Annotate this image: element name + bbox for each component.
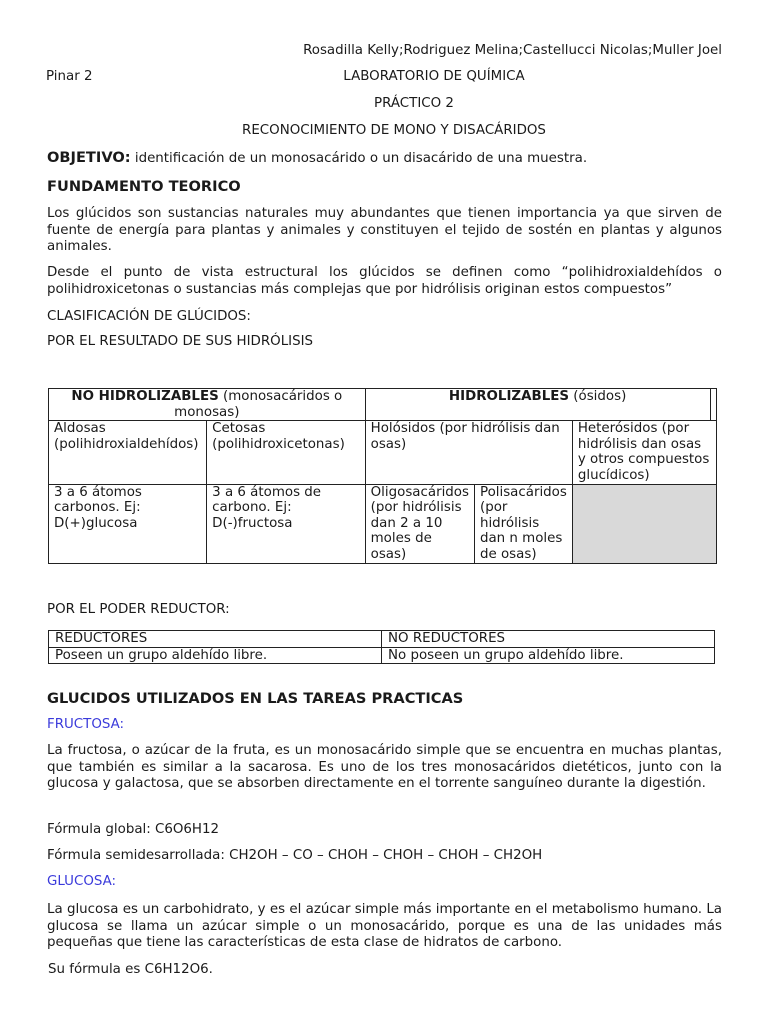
fundamento-heading: FUNDAMENTO TEORICO	[47, 178, 241, 195]
fundamento-paragraph-1: Los glúcidos son sustancias naturales muy abundantes que tienen importancia ya que sirven de fuente de energía para plantas y animales y constituyen el tejido de sostén en plantas y algunos animales.	[47, 206, 722, 254]
group-label: Pinar 2	[46, 69, 93, 84]
no-hidrolizables-header: NO HIDROLIZABLES (monosacáridos o monosas)	[49, 389, 366, 421]
aldosas-example-cell: 3 a 6 átomos carbonos. Ej: D(+)glucosa	[49, 484, 207, 563]
header-row	[46, 69, 722, 87]
formula-global: Fórmula global: C6O6H12	[47, 822, 220, 837]
fructosa-label: FRUCTOSA:	[47, 717, 125, 732]
polisacaridos-cell: Polisacáridos (por hidrólisis dan n moles de osas)	[474, 484, 572, 563]
objective	[47, 149, 587, 166]
table-row	[49, 647, 715, 664]
aldosas-cell: Aldosas (polihidroxialdehídos)	[49, 421, 207, 484]
by-hydrolysis-label: POR EL RESULTADO DE SUS HIDRÓLISIS	[47, 334, 314, 349]
table-row	[49, 631, 715, 648]
classification-title: CLASIFICACIÓN DE GLÚCIDOS:	[47, 309, 251, 324]
reductores-value: Poseen un grupo aldehído libre.	[49, 647, 382, 664]
fundamento-paragraph-2: Desde el punto de vista estructural los glúcidos se definen como “polihidroxialdehídos o polihidroxicetonas o sustancias más complejas que por hidrólisis originan estos compuestos”	[47, 265, 722, 297]
hidrolizables-header: HIDROLIZABLES (ósidos)	[365, 389, 710, 421]
empty-shaded-cell	[572, 484, 716, 563]
table-row	[49, 389, 717, 421]
classification-table	[48, 388, 717, 564]
holosidos-cell: Holósidos (por hidrólisis dan osas)	[365, 421, 572, 484]
glucidos-heading: GLUCIDOS UTILIZADOS EN LAS TAREAS PRACTICAS	[47, 690, 464, 707]
no-reductores-value: No poseen un grupo aldehído libre.	[382, 647, 715, 664]
reducing-table	[48, 630, 715, 664]
objective-text: identificación de un monosacárido o un disacárido de una muestra.	[130, 151, 588, 166]
authors-line: Rosadilla Kelly;Rodriguez Melina;Castellucci Nicolas;Muller Joel	[303, 43, 722, 58]
table-row	[49, 484, 717, 563]
reductores-header: REDUCTORES	[49, 631, 382, 648]
glucosa-label: GLUCOSA:	[47, 874, 117, 889]
glucosa-paragraph: La glucosa es un carbohidrato, y es el azúcar simple más importante en el metabolismo humano. La glucosa se llama un azúcar simple o un monosacárido, porque es una de las unidades más pequeñas que tiene las características de esta clase de hidratos de carbono.	[47, 902, 722, 950]
su-formula: Su fórmula es C6H12O6.	[48, 962, 213, 977]
lab-title: LABORATORIO DE QUÍMICA	[343, 69, 525, 84]
by-reducing-label: POR EL PODER REDUCTOR:	[47, 602, 230, 617]
document-subtitle: RECONOCIMIENTO DE MONO Y DISACÁRIDOS	[242, 123, 546, 138]
heterosidos-cell: Heterósidos (por hidrólisis dan osas y otros compuestos glucídicos)	[572, 421, 716, 484]
table-cell	[710, 389, 716, 421]
no-reductores-header: NO REDUCTORES	[382, 631, 715, 648]
practice-title: PRÁCTICO 2	[374, 96, 454, 111]
cetosas-cell: Cetosas (polihidroxicetonas)	[207, 421, 365, 484]
objective-label: OBJETIVO:	[47, 149, 131, 166]
cetosas-example-cell: 3 a 6 átomos de carbono. Ej: D(-)fructosa	[207, 484, 365, 563]
formula-semidesarrollada: Fórmula semidesarrollada: CH2OH – CO – CHOH – CHOH – CHOH – CH2OH	[47, 848, 543, 863]
fructosa-paragraph: La fructosa, o azúcar de la fruta, es un monosacárido simple que se encuentra en muchas plantas, que también es similar a la sacarosa. Es uno de los tres monosacáridos dietéticos, junto con la glucosa y galactosa, que se absorben directamente en el torrente sanguíneo durante la digestión.	[47, 743, 722, 791]
oligosacaridos-cell: Oligosacáridos (por hidrólisis dan 2 a 10 moles de osas)	[365, 484, 474, 563]
table-row	[49, 421, 717, 484]
